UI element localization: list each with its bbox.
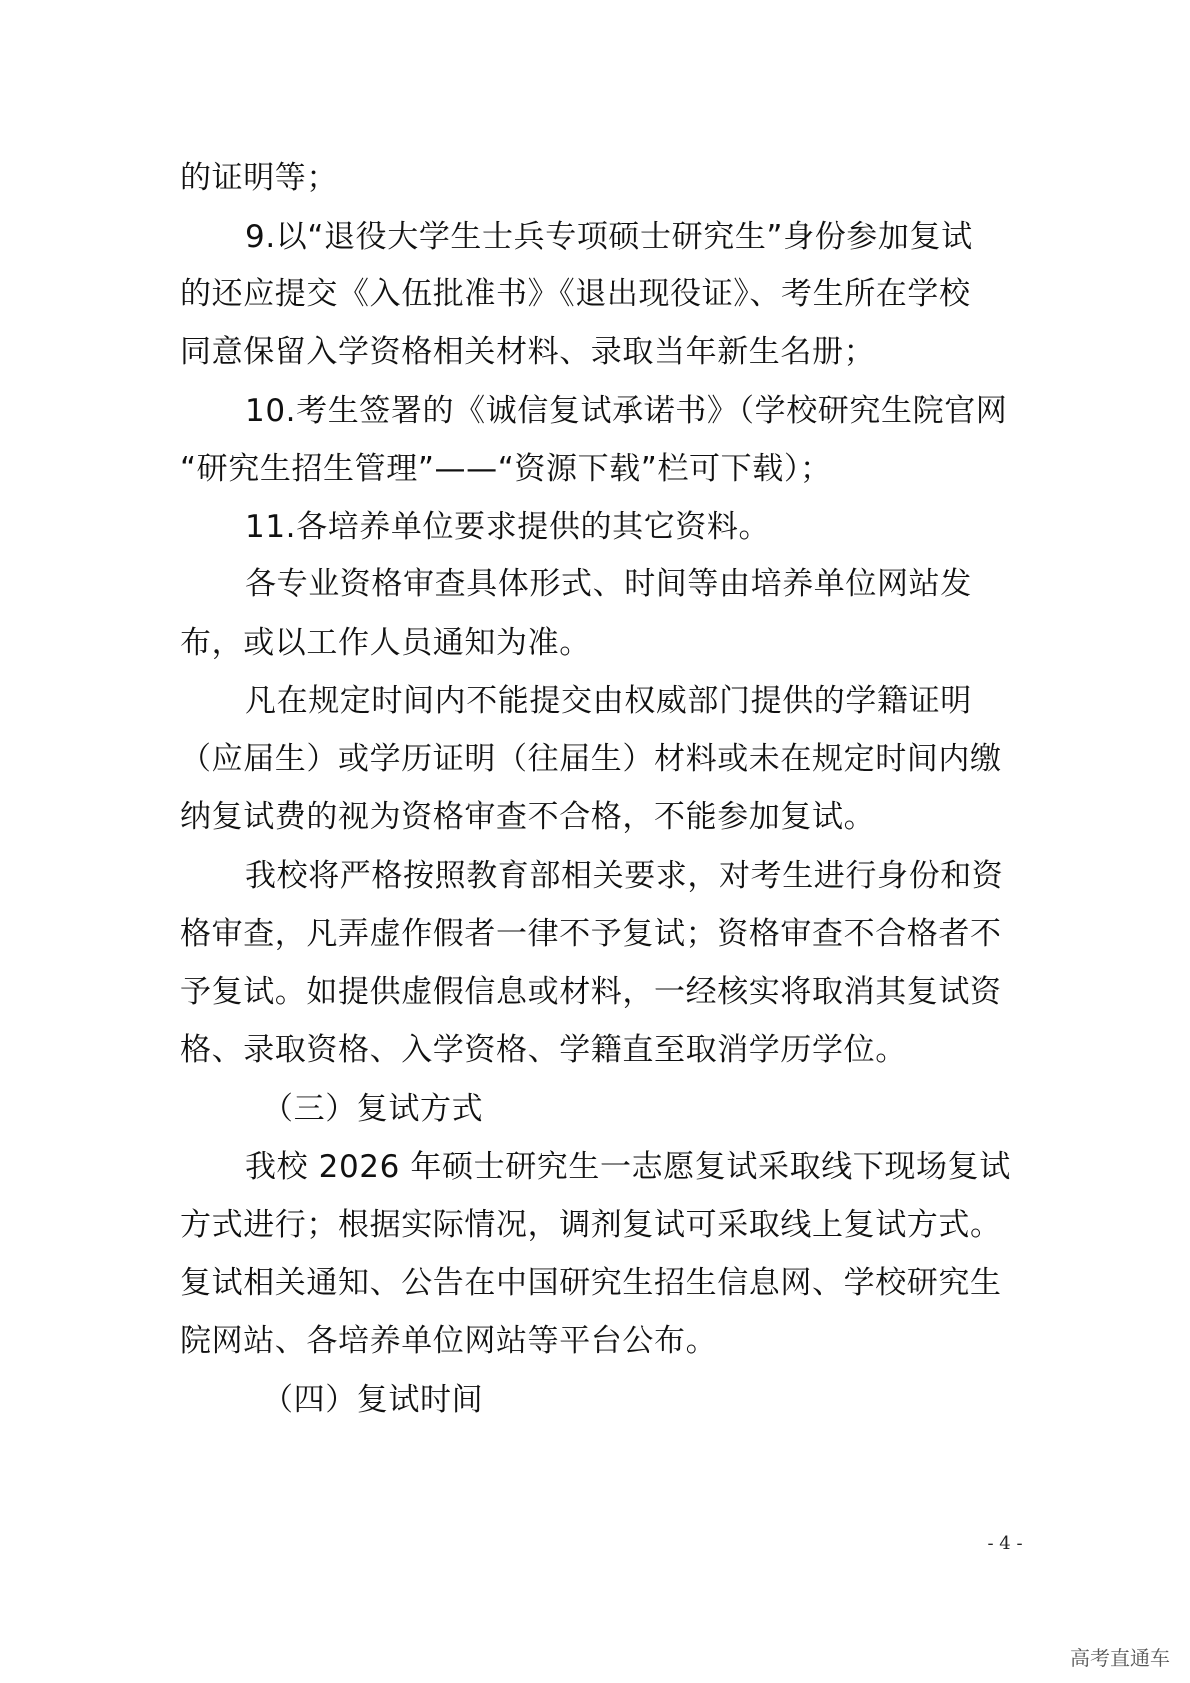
list-item-10-text: 10.考生签署的《诚信复试承诺书》（学校研究生院官网 xyxy=(245,393,1008,429)
body-text-line: “研究生招生管理”——“资源下载”栏可下载）； xyxy=(180,451,832,487)
body-text-line: 同意保留入学资格相关材料、录取当年新生名册； xyxy=(180,334,876,370)
body-text-line: 格、录取资格、入学资格、学籍直至取消学历学位。 xyxy=(180,1032,907,1068)
body-text-line: 的证明等； xyxy=(180,160,338,196)
body-text-line: 复试相关通知、公告在中国研究生招生信息网、学校研究生 xyxy=(180,1265,1002,1301)
paragraph-text: 我校 2026 年硕士研究生一志愿复试采取线下现场复试 xyxy=(245,1149,1011,1185)
body-text-line: 纳复试费的视为资格审查不合格，不能参加复试。 xyxy=(180,799,876,835)
body-text-line: 院网站、各培养单位网站等平台公布。 xyxy=(180,1323,718,1359)
body-text-line: （应届生）或学历证明（往届生）材料或未在规定时间内缴 xyxy=(180,741,1002,777)
paragraph-text: 我校将严格按照教育部相关要求，对考生进行身份和资 xyxy=(245,858,1004,894)
body-text-line: 的还应提交《入伍批准书》《退出现役证》、考生所在学校 xyxy=(180,276,971,312)
paragraph-text: 各专业资格审查具体形式、时间等由培养单位网站发 xyxy=(245,566,972,602)
body-text-line: 布，或以工作人员通知为准。 xyxy=(180,625,591,661)
list-item-11-text: 11.各培养单位要求提供的其它资料。 xyxy=(245,509,771,545)
section-heading-four: （四）复试时间 xyxy=(262,1382,484,1418)
section-heading-three: （三）复试方式 xyxy=(262,1091,484,1127)
body-text-line: 格审查，凡弄虚作假者一律不予复试；资格审查不合格者不 xyxy=(180,916,1002,952)
page-number: - 4 - xyxy=(987,1533,1023,1554)
body-text-line: 方式进行；根据实际情况，调剂复试可采取线上复试方式。 xyxy=(180,1207,1002,1243)
list-item-9-text: 9.以“退役大学生士兵专项硕士研究生”身份参加复试 xyxy=(245,219,973,255)
paragraph-text: 凡在规定时间内不能提交由权威部门提供的学籍证明 xyxy=(245,683,972,719)
body-text-line: 予复试。如提供虚假信息或材料，一经核实将取消其复试资 xyxy=(180,974,1002,1010)
watermark-text: 高考直通车 xyxy=(1070,1646,1170,1670)
